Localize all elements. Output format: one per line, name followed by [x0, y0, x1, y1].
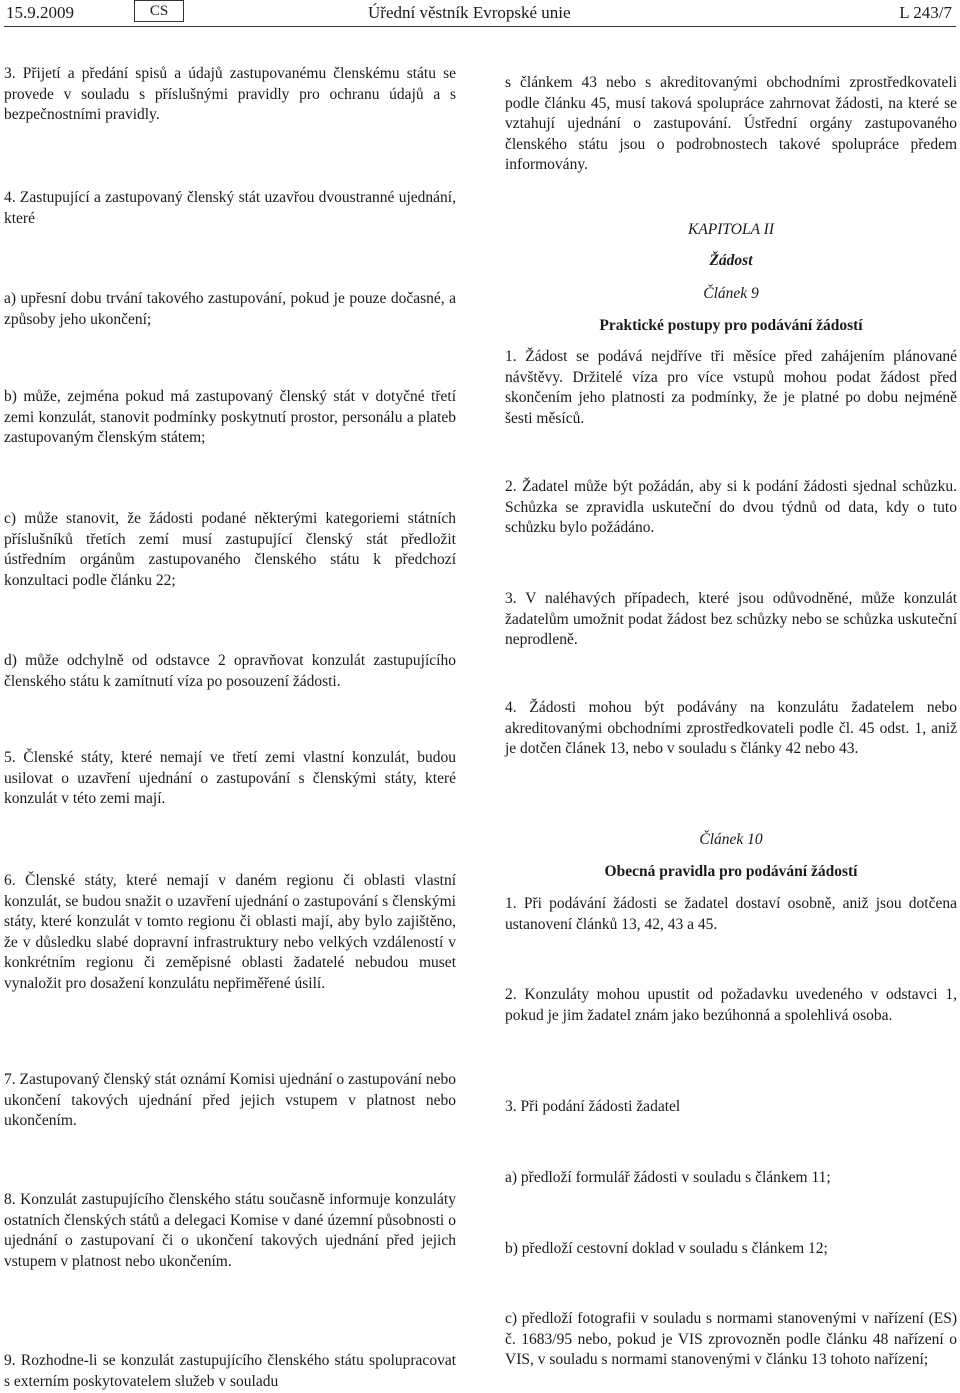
- paragraph-3: 3. Přijetí a předání spisů a údajů zastupovanému členskému státu se provede v souladu s příslušnými pravidly pro ochranu údajů a s bezpečnostními pravidly.: [4, 65, 456, 123]
- header-date: 15.9.2009: [6, 3, 74, 22]
- paragraph-8: 8. Konzulát zastupujícího členského státu současně informuje konzuláty ostatních členských států a delegaci Komise v dané územní působnosti o ujednání o zastupovaní či o ukončení takových ujednání před jejich vstupem v platnost nebo ukončením.: [4, 1191, 456, 1270]
- list-item-c: c) předloží fotografii v souladu s normami stanovenými v nařízení (ES) č. 1683/95 nebo, pokud je VIS zprovozněn podle článku 48 nařízení o VIS, v souladu s normami stanovenými v článku 13 tohoto nařízení;: [505, 1310, 957, 1368]
- article-9-paragraph-3: 3. V naléhavých případech, které jsou odůvodněné, může konzulát žadatelům umožnit podat žádost bez schůzky nebo se schůzka uskuteční neprodleně.: [505, 590, 957, 648]
- paragraph-9: 9. Rozhodne-li se konzulát zastupujícího členského státu spolupracovat s externím poskytovatelem služeb v souladu: [4, 1352, 456, 1390]
- list-item-b: b) může, zejména pokud má zastupovaný členský stát v dotyčné třetí zemi konzulát, stanovit podmínky poskytnutí prostor, personálu a plateb zastupovaným členským státem;: [4, 388, 456, 446]
- chapter-label: KAPITOLA II: [688, 221, 774, 238]
- article-9-title: Praktické postupy pro podávání žádostí: [599, 317, 863, 334]
- article-9-paragraph-2: 2. Žadatel může být požádán, aby si k podání žádosti sjednal schůzku. Schůzka se zpravidla uskuteční do dvou týdnů od data, kdy o tuto schůzku bylo požádáno.: [505, 478, 957, 536]
- paragraph-continuation: s článkem 43 nebo s akreditovanými obchodními zprostředkovateli podle článku 45, musí taková spolupráce zahrnovat žádosti, na které se vztahují ujednání o zastupování. Ústřední orgány zastupovaného členského státu jsou o podrobnostech takové spolupráce předem informovány.: [505, 74, 957, 173]
- list-item-b: b) předloží cestovní doklad v souladu s článkem 12;: [505, 1240, 828, 1257]
- chapter-title: Žádost: [709, 252, 753, 269]
- list-item-d: d) může odchylně od odstavce 2 opravňovat konzulát zastupujícího členského státu k zamítnutí víza po posouzení žádosti.: [4, 652, 456, 690]
- list-item-c: c) může stanovit, že žádosti podané některými kategoriemi státních příslušníků třetích zemí musí zastupující členský stát předložit ústředním orgánům zastupovaného členského státu k předchozí konzultaci podle článku 22;: [4, 510, 456, 589]
- language-badge: CS: [134, 0, 184, 22]
- paragraph-4: 4. Zastupující a zastupovaný členský stát uzavřou dvoustranné ujednání, které: [4, 189, 456, 227]
- article-10-paragraph-3: 3. Při podání žádosti žadatel: [505, 1098, 681, 1115]
- header-rule: [4, 26, 956, 27]
- paragraph-6: 6. Členské státy, které nemají v daném regionu či oblasti vlastní konzulát, se budou snažit o uzavření ujednání o zastupování s členskými státy, které konzulát v tomto regionu či oblasti mají, aby bylo zajištěno, že v důsledku slabé dopravní infrastruktury nebo velkých vzdáleností v konkrétním regionu či zeměpisné oblasti žadatelé nebudou muset vynaložit pro dosažení konzulátu nepřiměřené úsilí.: [4, 872, 456, 992]
- page-number: L 243/7: [899, 3, 952, 22]
- paragraph-7: 7. Zastupovaný členský stát oznámí Komisi ujednání o zastupování nebo ukončení takových ujednání před jejich vstupem v platnost nebo ukončením.: [4, 1071, 456, 1129]
- list-item-a: a) upřesní dobu trvání takového zastupování, pokud je pouze dočasné, a způsoby jeho ukončení;: [4, 290, 456, 328]
- article-9-label: Článek 9: [703, 285, 759, 302]
- article-9-paragraph-1: 1. Žádost se podává nejdříve tři měsíce před zahájením plánované návštěvy. Držitelé víza pro více vstupů mohou podat žádost před skončením jeho platnosti za podmínky, že je platné po dobu nejméně šesti měsíců.: [505, 348, 957, 427]
- article-10-paragraph-1: 1. Při podávání žádosti se žadatel dostaví osobně, aniž jsou dotčena ustanovení článků 13, 42, 43 a 45.: [505, 895, 957, 933]
- article-10-title: Obecná pravidla pro podávání žádostí: [604, 863, 858, 880]
- journal-header: [0, 0, 960, 26]
- journal-title: Úřední věstník Evropské unie: [368, 3, 571, 22]
- article-9-paragraph-4: 4. Žádosti mohou být podávány na konzulátu žadatelem nebo akreditovanými obchodními zprostředkovateli podle čl. 45 odst. 1, aniž je dotčen článek 13, nebo v souladu s články 42 nebo 43.: [505, 699, 957, 757]
- article-10-paragraph-2: 2. Konzuláty mohou upustit od požadavku uvedeného v odstavci 1, pokud je jim žadatel znám jako bezúhonná a spolehlivá osoba.: [505, 986, 957, 1024]
- paragraph-5: 5. Členské státy, které nemají ve třetí zemi vlastní konzulát, budou usilovat o uzavření ujednání o zastupování s členskými státy, které konzulát v této zemi mají.: [4, 749, 456, 807]
- list-item-a: a) předloží formulář žádosti v souladu s článkem 11;: [505, 1169, 831, 1186]
- article-10-label: Článek 10: [699, 831, 763, 848]
